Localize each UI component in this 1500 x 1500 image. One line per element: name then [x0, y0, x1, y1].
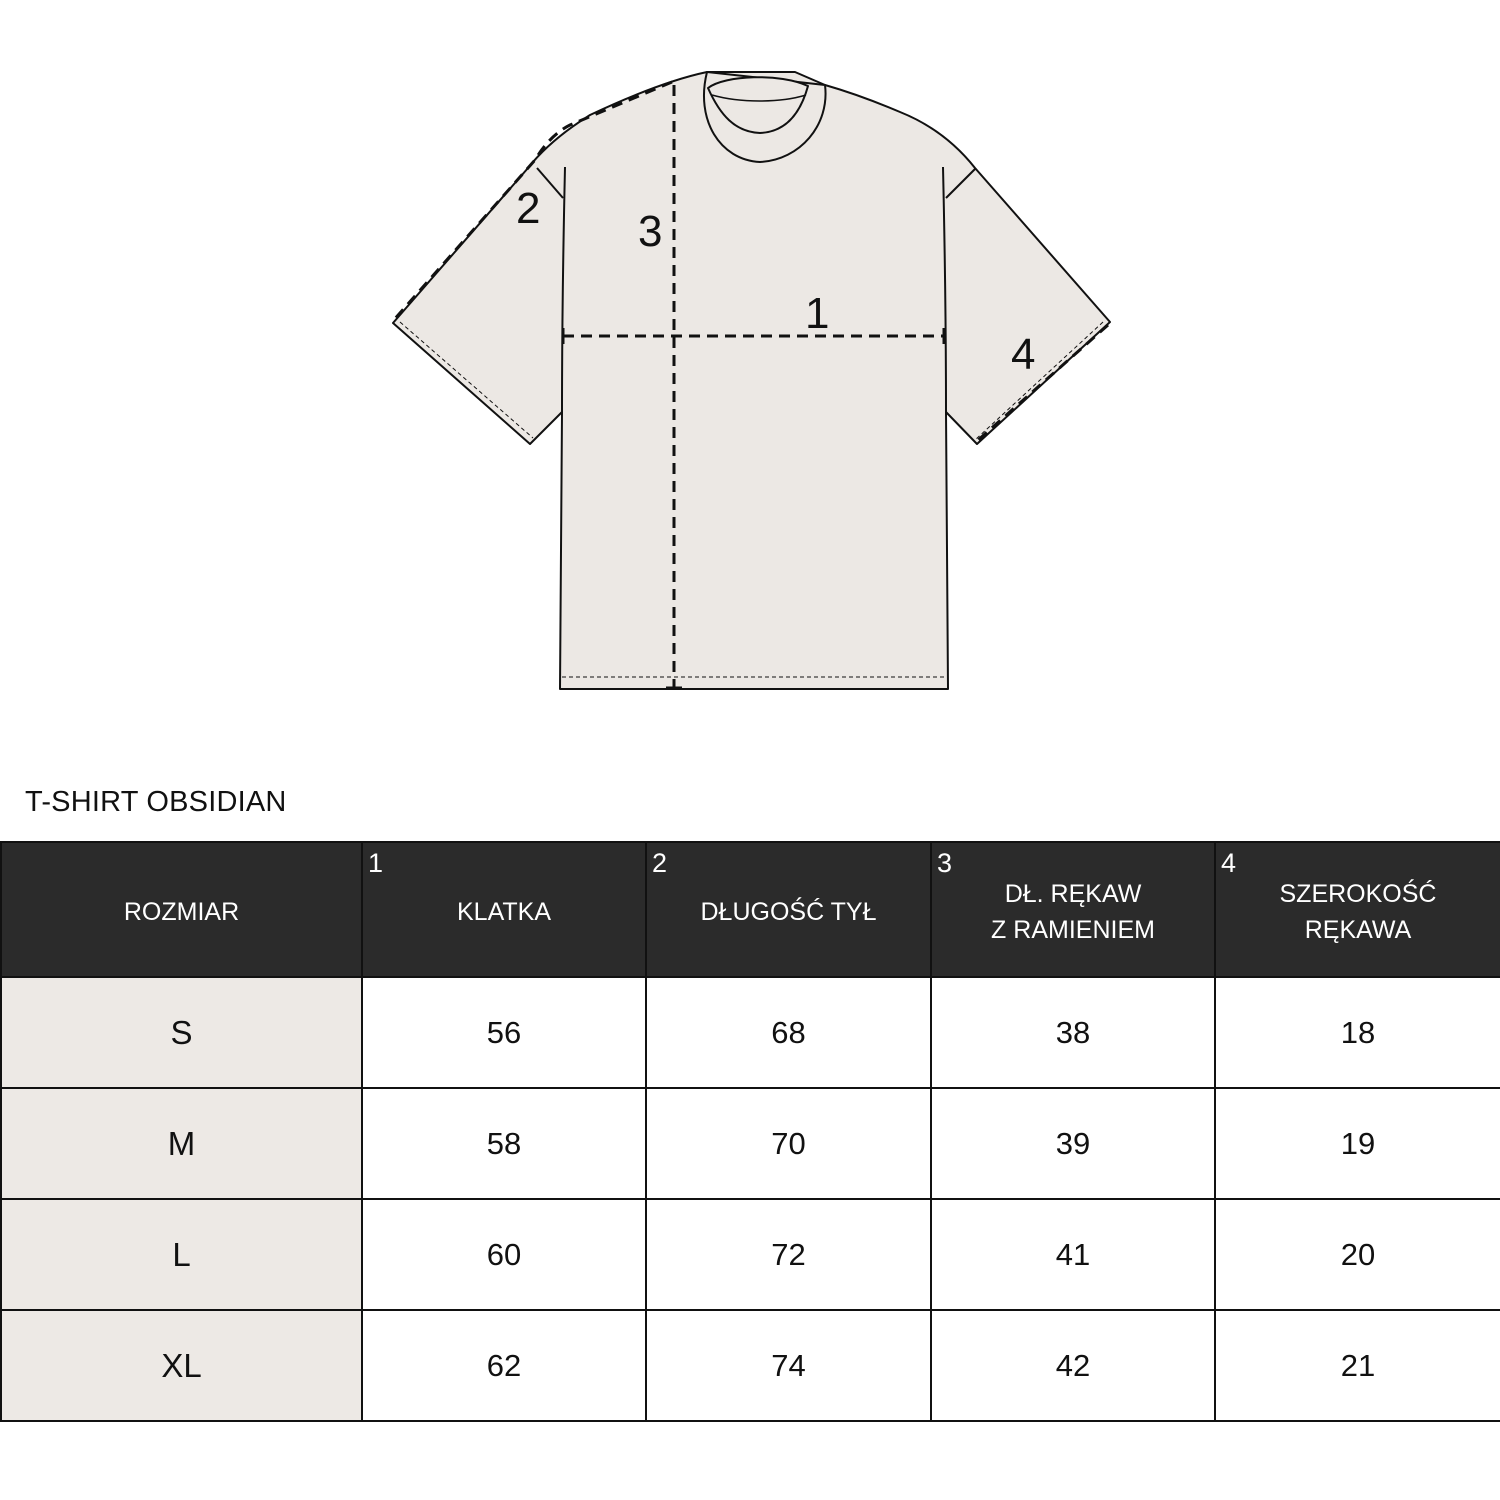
- size-cell: S: [1, 977, 362, 1088]
- table-row: [1, 1088, 1500, 1199]
- tshirt-outline: [393, 72, 1110, 689]
- measurement-cell-back-length: 70: [646, 1088, 931, 1199]
- label-sleeve-width: 4: [1011, 330, 1036, 379]
- size-cell: M: [1, 1088, 362, 1199]
- header-label: SZEROKOŚĆ RĘKAWA: [1279, 879, 1437, 944]
- label-chest: 1: [805, 289, 830, 338]
- size-chart-table: [0, 841, 1500, 1422]
- header-label: DŁUGOŚĆ TYŁ: [700, 897, 877, 926]
- header-label: DŁ. RĘKAW Z RAMIENIEM: [991, 879, 1155, 944]
- label-back-length: 2: [516, 184, 541, 233]
- measurement-cell-sleeve-width: 21: [1215, 1310, 1500, 1421]
- header-sleeve-width: [1215, 842, 1500, 977]
- measurement-cell-sleeve-length: 39: [931, 1088, 1215, 1199]
- table-body: [1, 977, 1500, 1421]
- header-label: ROZMIAR: [123, 897, 240, 926]
- header-number: 3: [937, 848, 953, 878]
- measurement-cell-back-length: 68: [646, 977, 931, 1088]
- table-row: [1, 1199, 1500, 1310]
- product-title: T-SHIRT OBSIDIAN: [25, 786, 287, 818]
- measurement-cell-back-length: 72: [646, 1199, 931, 1310]
- size-cell: XL: [1, 1310, 362, 1421]
- tshirt-illustration: [393, 72, 1110, 689]
- measurement-cell-chest: 62: [362, 1310, 646, 1421]
- measurement-cell-sleeve-length: 42: [931, 1310, 1215, 1421]
- measurement-cell-sleeve-length: 38: [931, 977, 1215, 1088]
- header-number: 1: [368, 848, 384, 878]
- table-header-row: [1, 842, 1500, 977]
- measurement-cell-chest: 58: [362, 1088, 646, 1199]
- header-number: 4: [1221, 848, 1237, 878]
- measurement-cell-sleeve-width: 18: [1215, 977, 1500, 1088]
- header-sleeve-length: [931, 842, 1215, 977]
- table-row: [1, 1310, 1500, 1421]
- header-chest: [362, 842, 646, 977]
- measurement-cell-chest: 56: [362, 977, 646, 1088]
- measurement-cell-sleeve-length: 41: [931, 1199, 1215, 1310]
- measurement-cell-chest: 60: [362, 1199, 646, 1310]
- label-sleeve-length: 3: [638, 207, 663, 256]
- tshirt-measurement-diagram: [0, 0, 1500, 720]
- header-label: KLATKA: [456, 897, 552, 926]
- header-back-length: [646, 842, 931, 977]
- table-row: [1, 977, 1500, 1088]
- header-number: 2: [652, 848, 668, 878]
- measurement-cell-sleeve-width: 19: [1215, 1088, 1500, 1199]
- measurement-cell-sleeve-width: 20: [1215, 1199, 1500, 1310]
- measurement-cell-back-length: 74: [646, 1310, 931, 1421]
- size-cell: L: [1, 1199, 362, 1310]
- header-size: [1, 842, 362, 977]
